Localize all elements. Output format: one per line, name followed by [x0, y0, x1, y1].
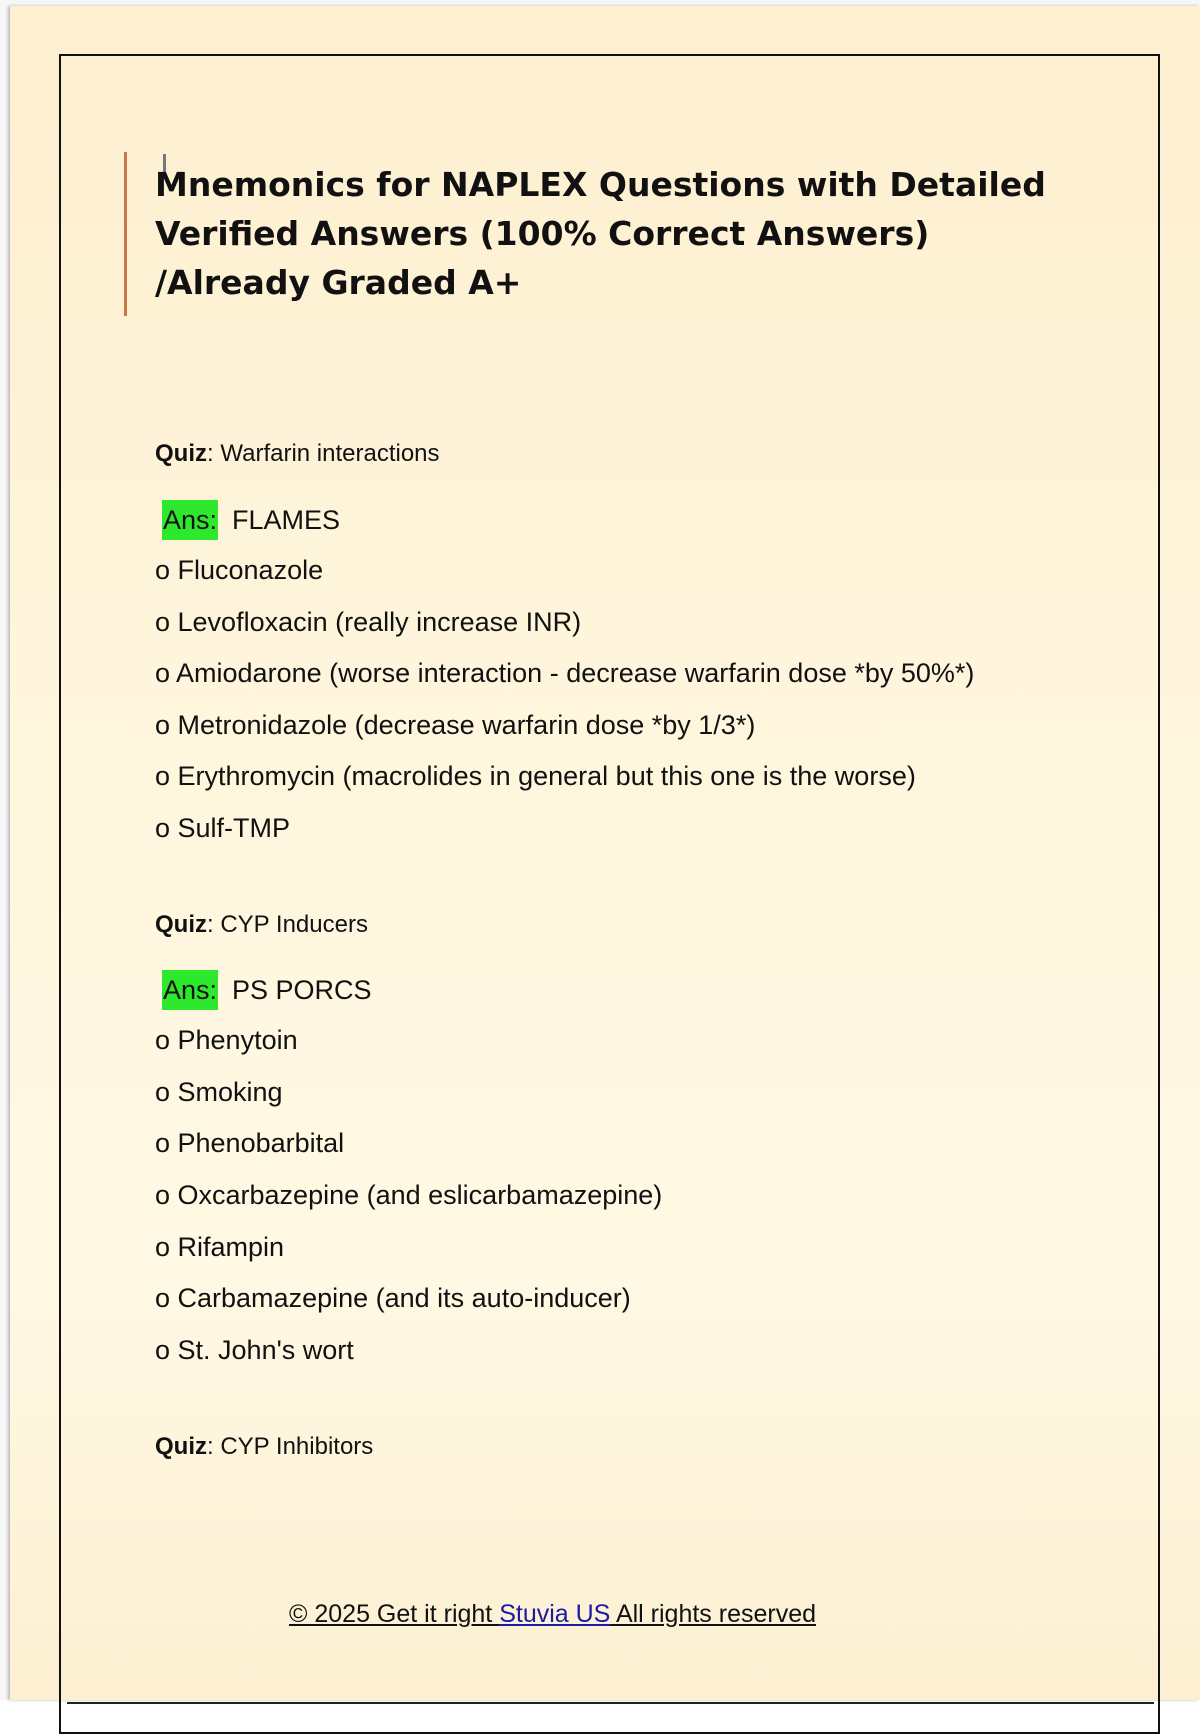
- quiz-label: [155, 440, 440, 468]
- list-item: o St. John's wort: [155, 1335, 354, 1365]
- quiz-prefix: Quiz: [155, 440, 207, 467]
- quiz-prefix: Quiz: [155, 911, 207, 938]
- quiz-topic: : CYP Inducers: [207, 911, 368, 938]
- answer-highlight: Ans:: [162, 500, 218, 540]
- list-item: o Metronidazole (decrease warfarin dose *by 1/3*): [155, 710, 756, 740]
- quiz-prefix: Quiz: [155, 1433, 207, 1460]
- answer-line: [162, 500, 340, 540]
- list-item: o Erythromycin (macrolides in general but this one is the worse): [155, 761, 916, 791]
- quiz-label: [155, 1433, 373, 1461]
- list-item: o Smoking: [155, 1077, 283, 1107]
- page-bottom-rule: [67, 1702, 1154, 1704]
- quiz-topic: : Warfarin interactions: [207, 440, 440, 467]
- list-item: o Phenobarbital: [155, 1128, 345, 1158]
- title-accent-bar: [124, 152, 127, 316]
- document-title: Mnemonics for NAPLEX Questions with Detailed Verified Answers (100% Correct Answers) /Already Graded A+: [155, 165, 1046, 302]
- list-item: o Phenytoin: [155, 1025, 298, 1055]
- list-item: o Oxcarbazepine (and eslicarbamazepine): [155, 1180, 663, 1210]
- list-item: o Sulf-TMP: [155, 813, 291, 843]
- list-item: o Rifampin: [155, 1232, 285, 1262]
- list-item: o Fluconazole: [155, 555, 324, 585]
- quiz-topic: : CYP Inhibitors: [207, 1433, 374, 1460]
- copyright-footer: [289, 1600, 816, 1629]
- list-item: o Levofloxacin (really increase INR): [155, 607, 582, 637]
- document-page: [10, 6, 1200, 1700]
- footer-prefix: © 2025 Get it right: [289, 1600, 500, 1628]
- answer-mnemonic: FLAMES: [232, 505, 341, 535]
- list-item: o Amiodarone (worse interaction - decrease warfarin dose *by 50%*): [155, 658, 975, 688]
- answer-highlight: Ans:: [162, 970, 218, 1010]
- stuvia-link[interactable]: Stuvia US: [499, 1600, 611, 1628]
- footer-suffix: All rights reserved: [610, 1600, 817, 1628]
- answer-mnemonic: PS PORCS: [232, 975, 372, 1005]
- quiz-label: [155, 911, 368, 939]
- list-item: o Carbamazepine (and its auto-inducer): [155, 1283, 631, 1313]
- answer-line: [162, 970, 372, 1010]
